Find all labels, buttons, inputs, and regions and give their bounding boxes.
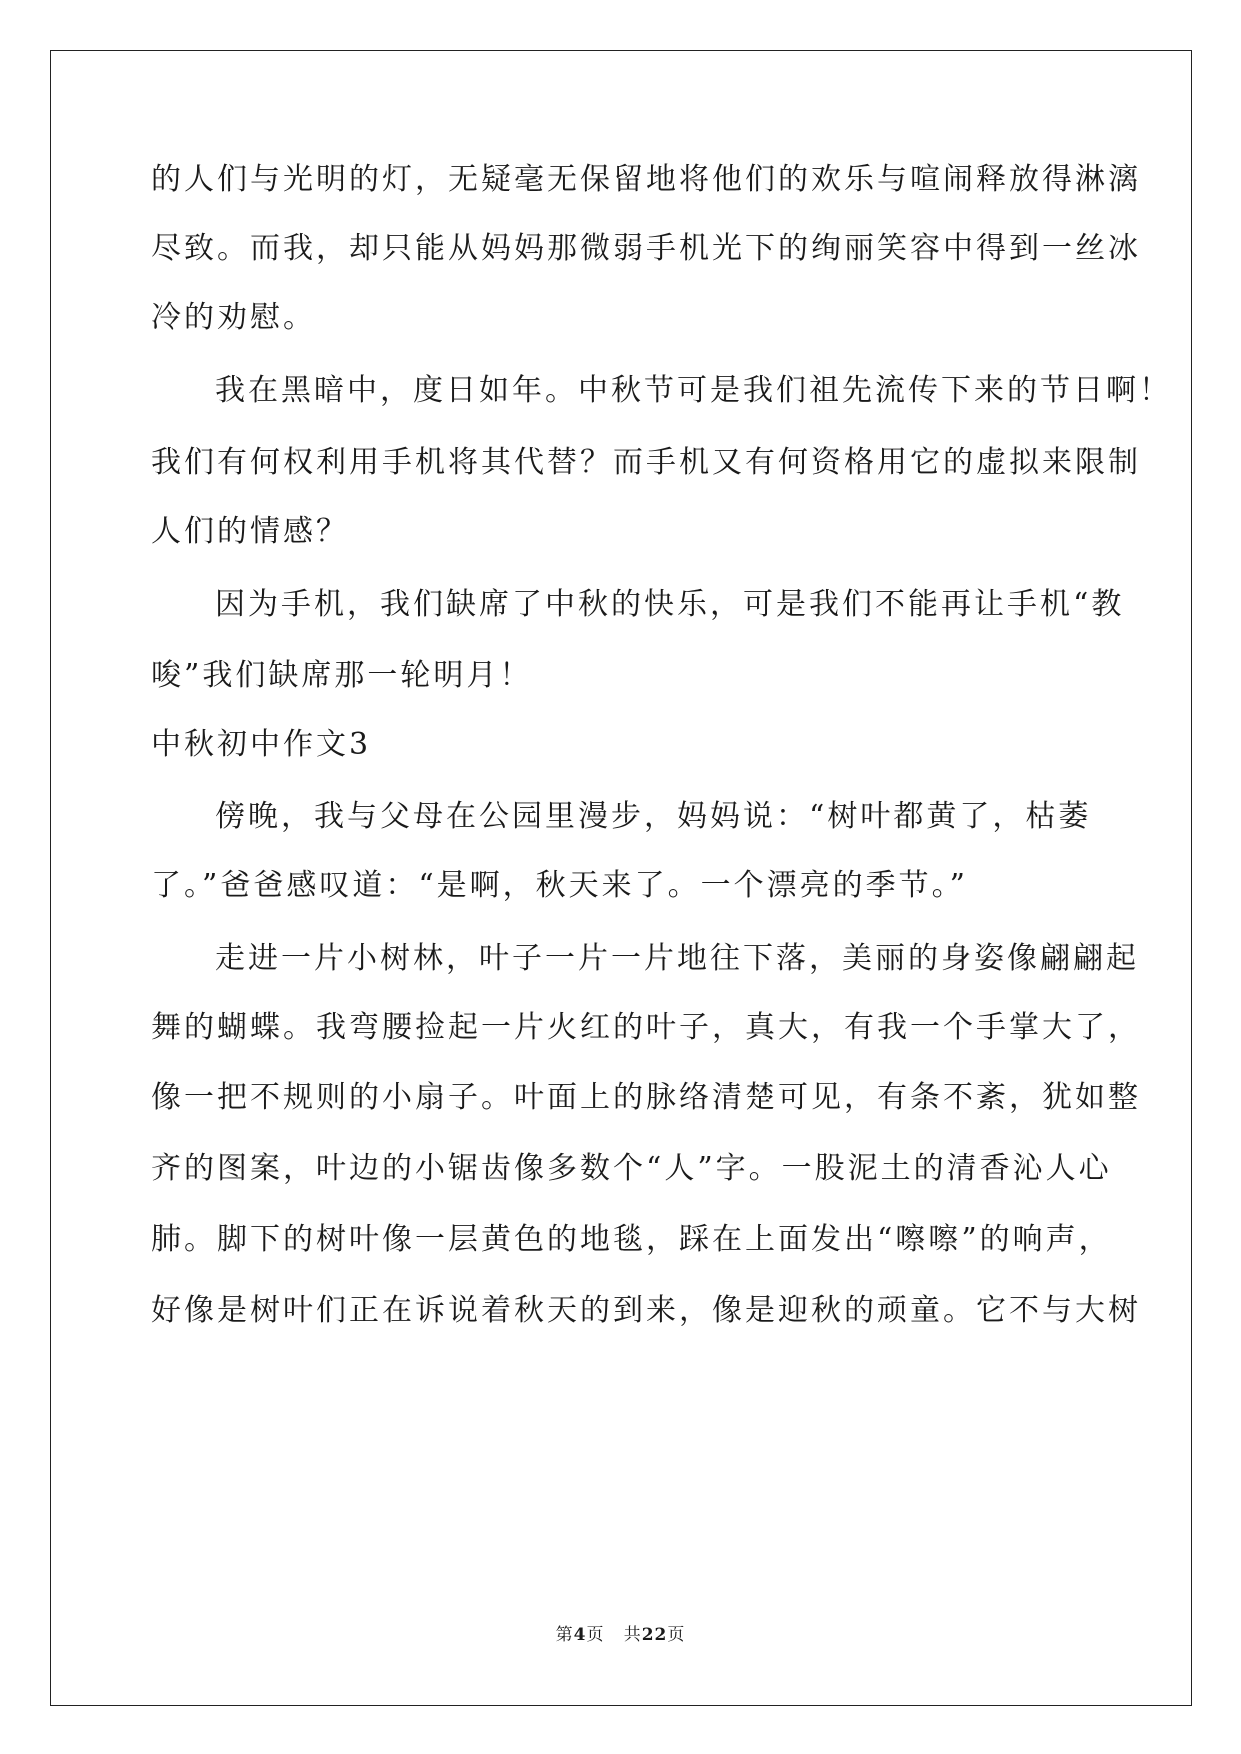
text-line: 人们的情感？ [151,514,349,549]
page-footer [0,1620,1241,1645]
footer-total-suffix: 页 [667,1625,686,1645]
text-line: 像一把不规则的小扇子。叶面上的脉络清楚可见，有条不紊，犹如整 [151,1080,1141,1115]
footer-page-suffix: 页 [586,1625,605,1645]
footer-total-prefix: 共 [623,1625,642,1645]
text-line: 的人们与光明的灯，无疑毫无保留地将他们的欢乐与喧闹释放得淋漓 [151,162,1141,197]
text-line: 了。”爸爸感叹道：“是啊，秋天来了。一个漂亮的季节。” [151,868,969,903]
current-page-number: 4 [573,1625,587,1645]
text-line: 冷的劝慰。 [151,300,316,335]
text-line: 我们有何权利用手机将其代替？而手机又有何资格用它的虚拟来限制 [151,445,1141,480]
paragraph-start-line: 傍晚，我与父母在公园里漫步，妈妈说：“树叶都黄了，枯萎 [215,799,1092,834]
section-heading: 中秋初中作文3 [151,727,372,762]
text-line: 舞的蝴蝶。我弯腰捡起一片火红的叶子，真大，有我一个手掌大了， [151,1010,1141,1045]
text-line: 唆”我们缺席那一轮明月！ [151,658,533,693]
paragraph-start-line: 走进一片小树林，叶子一片一片地往下落，美丽的身姿像翩翩起 [215,941,1139,976]
text-line: 尽致。而我，却只能从妈妈那微弱手机光下的绚丽笑容中得到一丝冰 [151,231,1141,266]
paragraph-start-line: 因为手机，我们缺席了中秋的快乐，可是我们不能再让手机“教 [215,587,1125,622]
paragraph-start-line: 我在黑暗中，度日如年。中秋节可是我们祖先流传下来的节日啊！ [215,373,1172,408]
total-page-count: 22 [641,1625,668,1645]
text-line: 好像是树叶们正在诉说着秋天的到来，像是迎秋的顽童。它不与大树 [151,1293,1141,1328]
text-line: 齐的图案，叶边的小锯齿像多数个“人”字。一股泥土的清香沁人心 [151,1151,1112,1186]
text-line: 肺。脚下的树叶像一层黄色的地毯，踩在上面发出“嚓嚓”的响声， [151,1222,1112,1257]
footer-prefix: 第 [555,1625,574,1645]
